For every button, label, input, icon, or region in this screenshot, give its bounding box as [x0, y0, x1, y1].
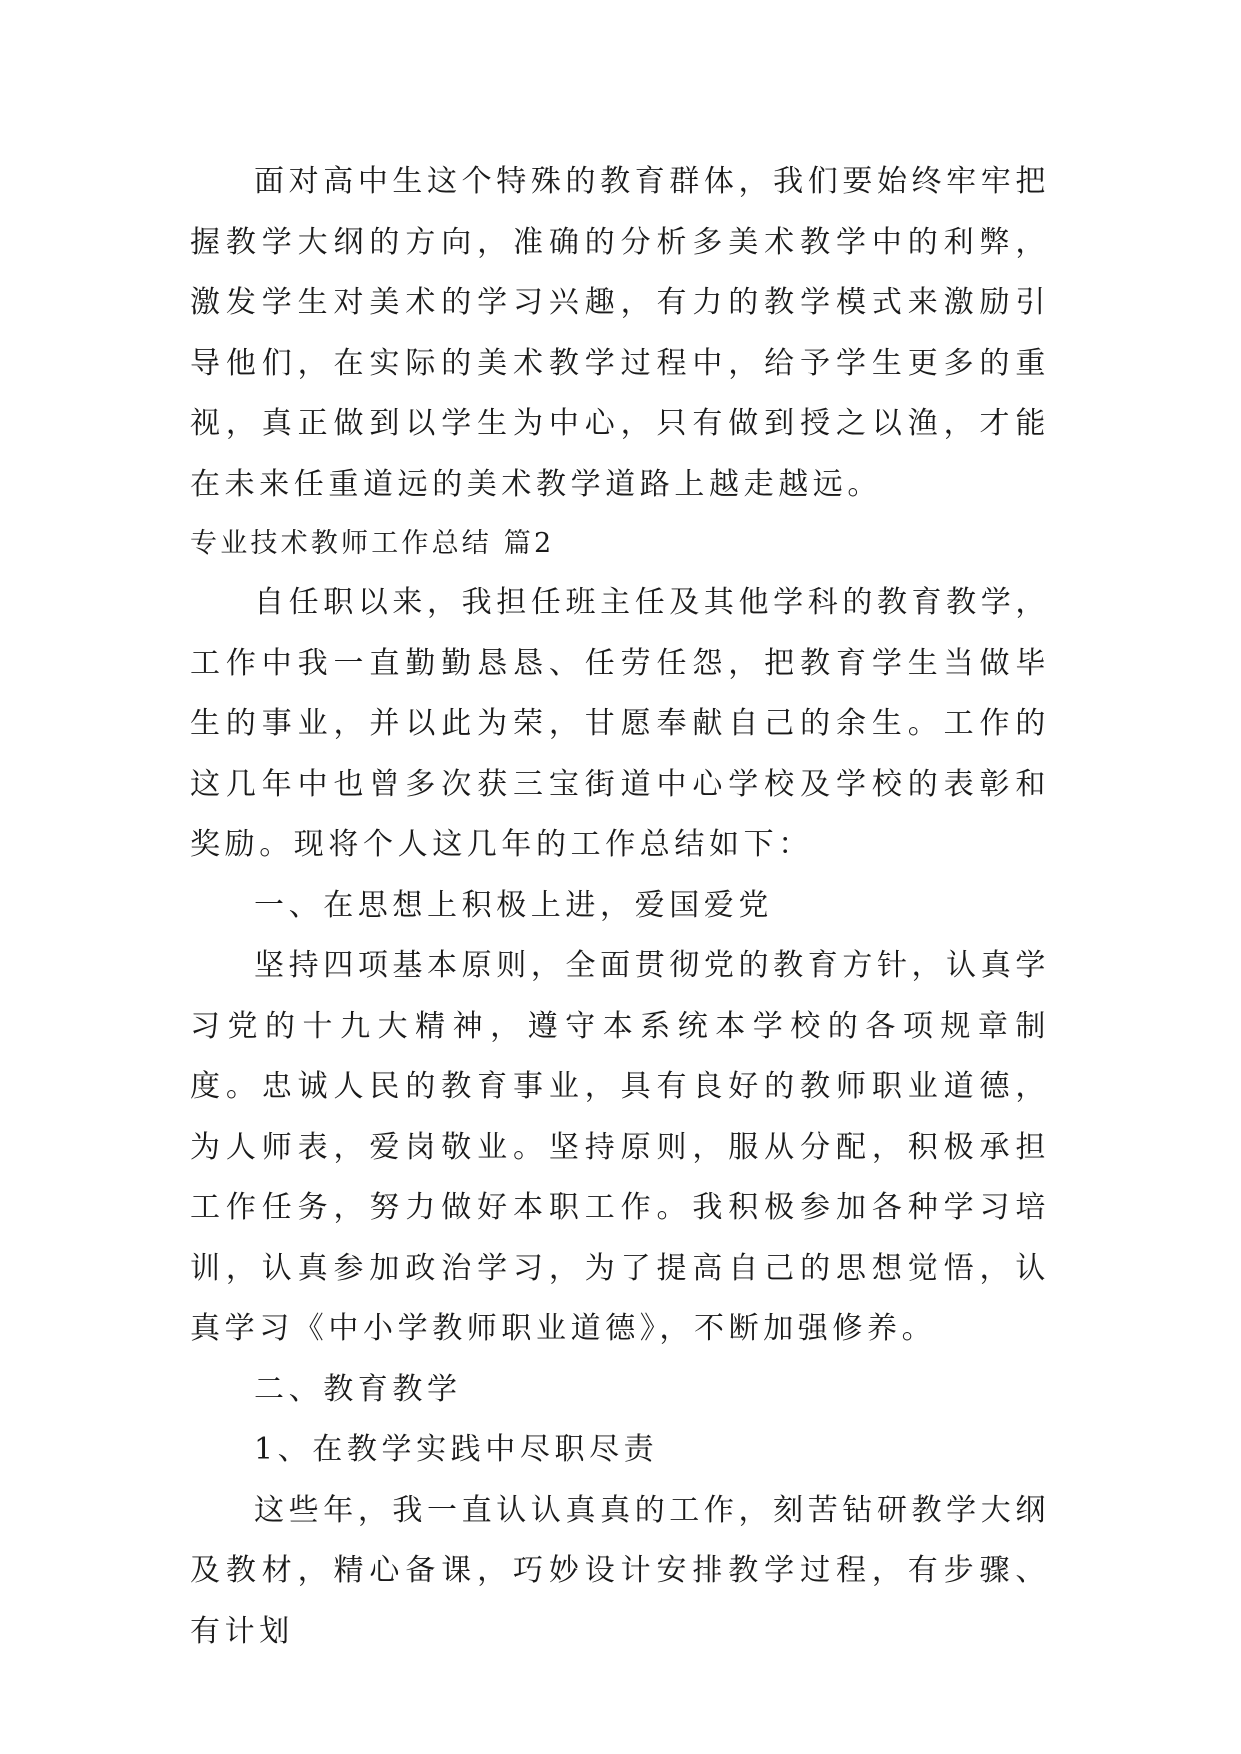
paragraph-1: 面对高中生这个特殊的教育群体，我们要始终牢牢把握教学大纲的方向，准确的分析多美术教学中的利弊，激发学生对美术的学习兴趣，有力的教学模式来激励引导他们，在实际的美术教学过程中，给予学生更多的重视，真正做到以学生为中心，只有做到授之以渔，才能在未来任重道远的美术教学道路上越走越远。	[190, 164, 1050, 502]
section-title-1: 一、在思想上积极上进，爱国爱党	[254, 887, 773, 923]
paragraph-2: 自任职以来，我担任班主任及其他学科的教育教学，工作中我一直勤勤恳恳、任劳任怨，把教育学生当做毕生的事业，并以此为荣，甘愿奉献自己的余生。工作的这几年中也曾多次获三宝街道中心学校及学校的表彰和奖励。现将个人这几年的工作总结如下：	[190, 585, 1050, 862]
document-page	[190, 152, 1050, 1662]
paragraph-4: 这些年，我一直认认真真的工作，刻苦钻研教学大纲及教材，精心备课，巧妙设计安排教学过程，有步骤、有计划	[190, 1492, 1050, 1649]
section-title-2: 二、教育教学	[254, 1371, 462, 1407]
subsection-title-1: 1、在教学实践中尽职尽责	[254, 1432, 659, 1467]
paragraph-3: 坚持四项基本原则，全面贯彻党的教育方针，认真学习党的十九大精神，遵守本系统本学校的各项规章制度。忠诚人民的教育事业，具有良好的教师职业道德，为人师表，爱岗敬业。坚持原则，服从分配，积极承担工作任务，努力做好本职工作。我积极参加各种学习培训，认真参加政治学习，为了提高自己的思想觉悟，认真学习《中小学教师职业道德》，不断加强修养。	[190, 948, 1050, 1346]
section-heading: 专业技术教师工作总结 篇2	[190, 528, 555, 559]
